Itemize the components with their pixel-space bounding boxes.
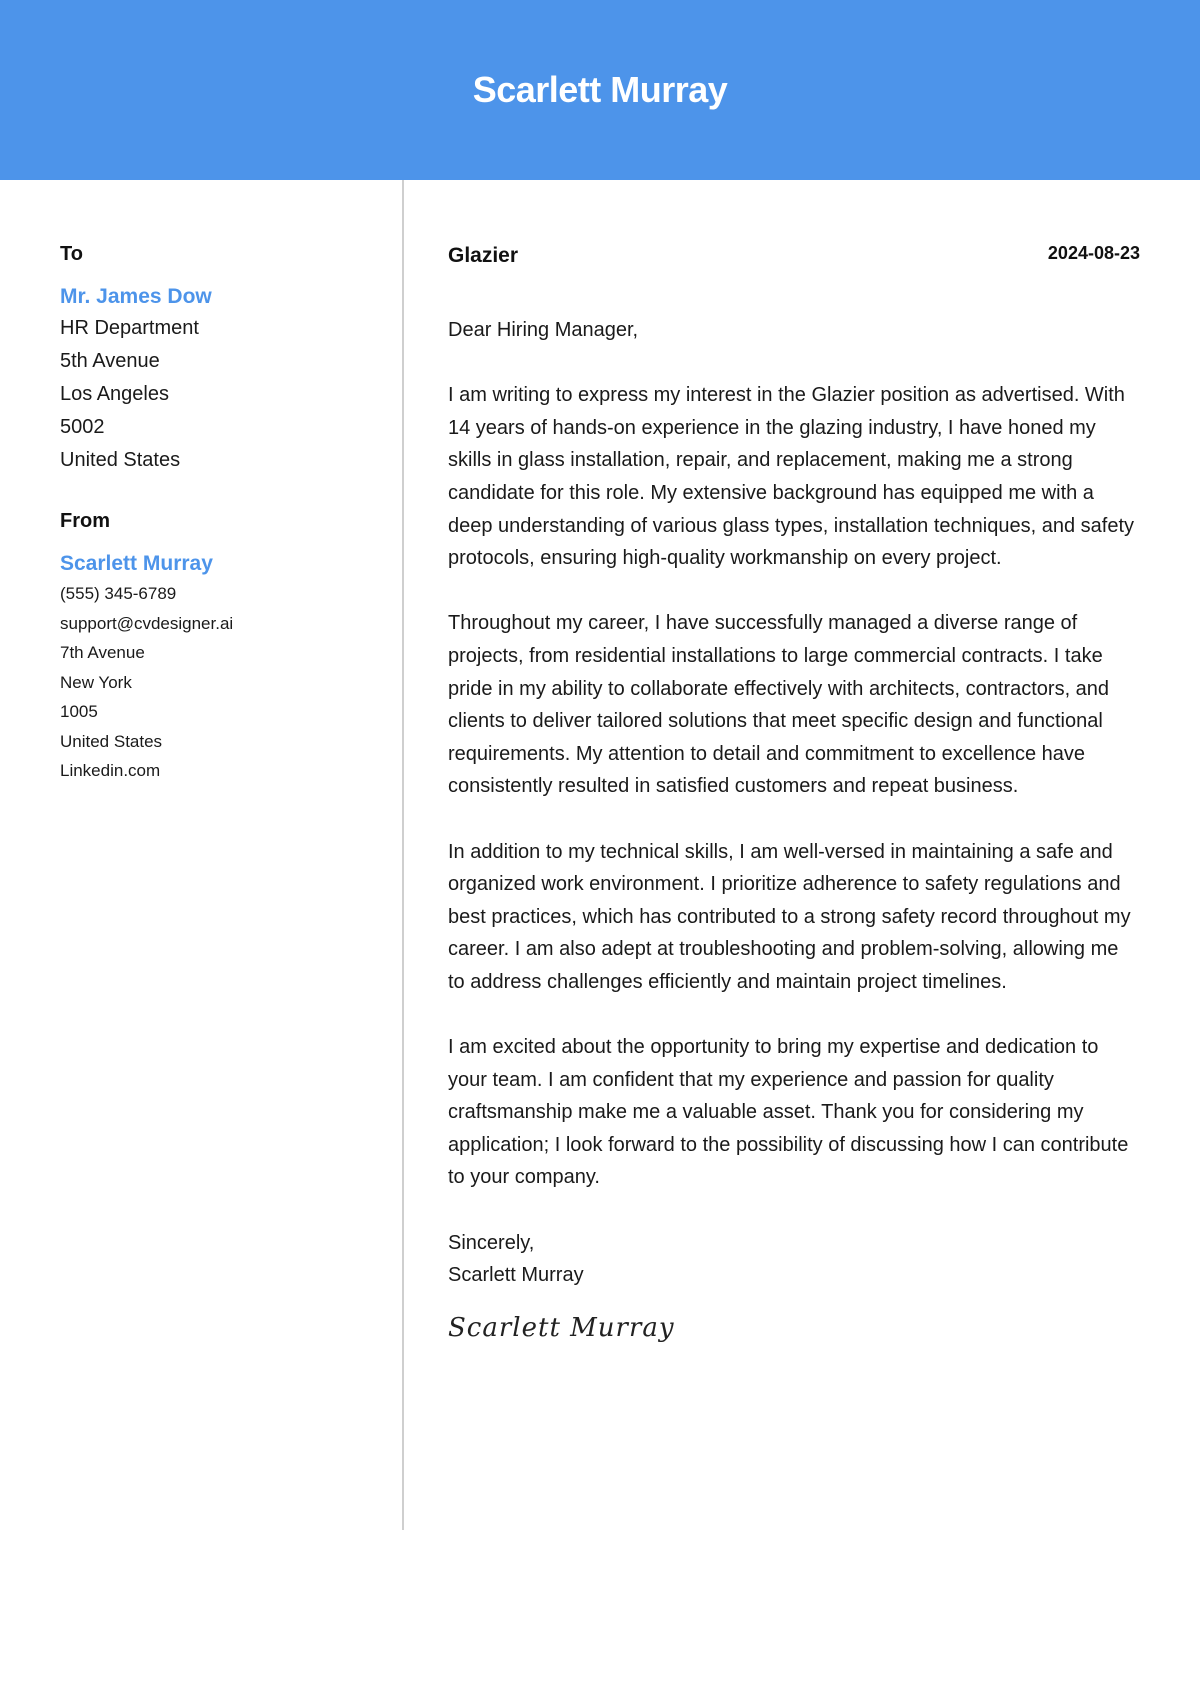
recipient-city: Los Angeles [60,383,169,405]
job-title: Glazier [448,244,519,267]
header-banner [0,0,1200,180]
paragraph-2: Throughout my career, I have successfully managed a diverse range of projects, from residential installations to large commercial contracts. I take pride in my ability to collaborate effectively with architects, contractors, and clients to deliver tailored solutions that meet specific design and functional requirements. My attention to detail and commitment to excellence have consistently resulted in satisfied customers and repeat business. [448,612,1110,798]
sender-city: New York [60,672,132,692]
letter-date: 2024-08-23 [1047,243,1140,263]
recipient-name: Mr. James Dow [60,285,212,308]
sender-zip: 1005 [60,702,98,721]
to-label: To [60,243,83,265]
salutation: Dear Hiring Manager, [448,319,639,341]
recipient-department: HR Department [60,317,199,339]
paragraph-1: I am writing to express my interest in the Glazier position as advertised. With 14 years of hands-on experience in the glazing industry, I have honed my skills in glass installation, repair, and replacement, making me a strong candidate for this role. My extensive background has equipped me with a deep understanding of various glass types, installation techniques, and safety protocols, ensuring high-quality workmanship on every project. [448,384,1134,570]
closing: Sincerely, [448,1231,535,1254]
column-divider [402,180,404,1530]
recipient-street: 5th Avenue [60,350,160,372]
signature: Scarlett Murray [448,1312,675,1343]
recipient-zip: 5002 [60,416,105,438]
letter-heading [448,240,1140,280]
header-name: Scarlett Murray [472,69,728,110]
paragraph-3: In addition to my technical skills, I am well-versed in maintaining a safe and organized work environment. I prioritize adherence to safety regulations and best practices, which has contributed to a strong safety record throughout my career. I am also adept at troubleshooting and problem-solving, allowing me to address challenges efficiently and maintain project timelines. [448,840,1131,993]
sender-country: United States [60,731,163,751]
from-label: From [60,510,110,532]
sender-email: support@cvdesigner.ai [60,613,234,633]
recipient-country: United States [60,449,181,471]
letter-body [448,240,1140,1346]
paragraph-4: I am excited about the opportunity to bring my expertise and dedication to your team. I am confident that my experience and passion for quality craftsmanship make me a valuable asset. Thank you for considering my application; I look forward to the possibility of discussing how I can contribute to your company. [448,1036,1129,1189]
sender-street: 7th Avenue [60,643,145,662]
sender-website: Linkedin.com [60,761,161,780]
closing-name: Scarlett Murray [448,1264,584,1287]
closing-block [448,1227,1140,1292]
sidebar [60,240,380,786]
sender-name: Scarlett Murray [60,552,213,575]
sender-phone: (555) 345-6789 [60,584,177,603]
